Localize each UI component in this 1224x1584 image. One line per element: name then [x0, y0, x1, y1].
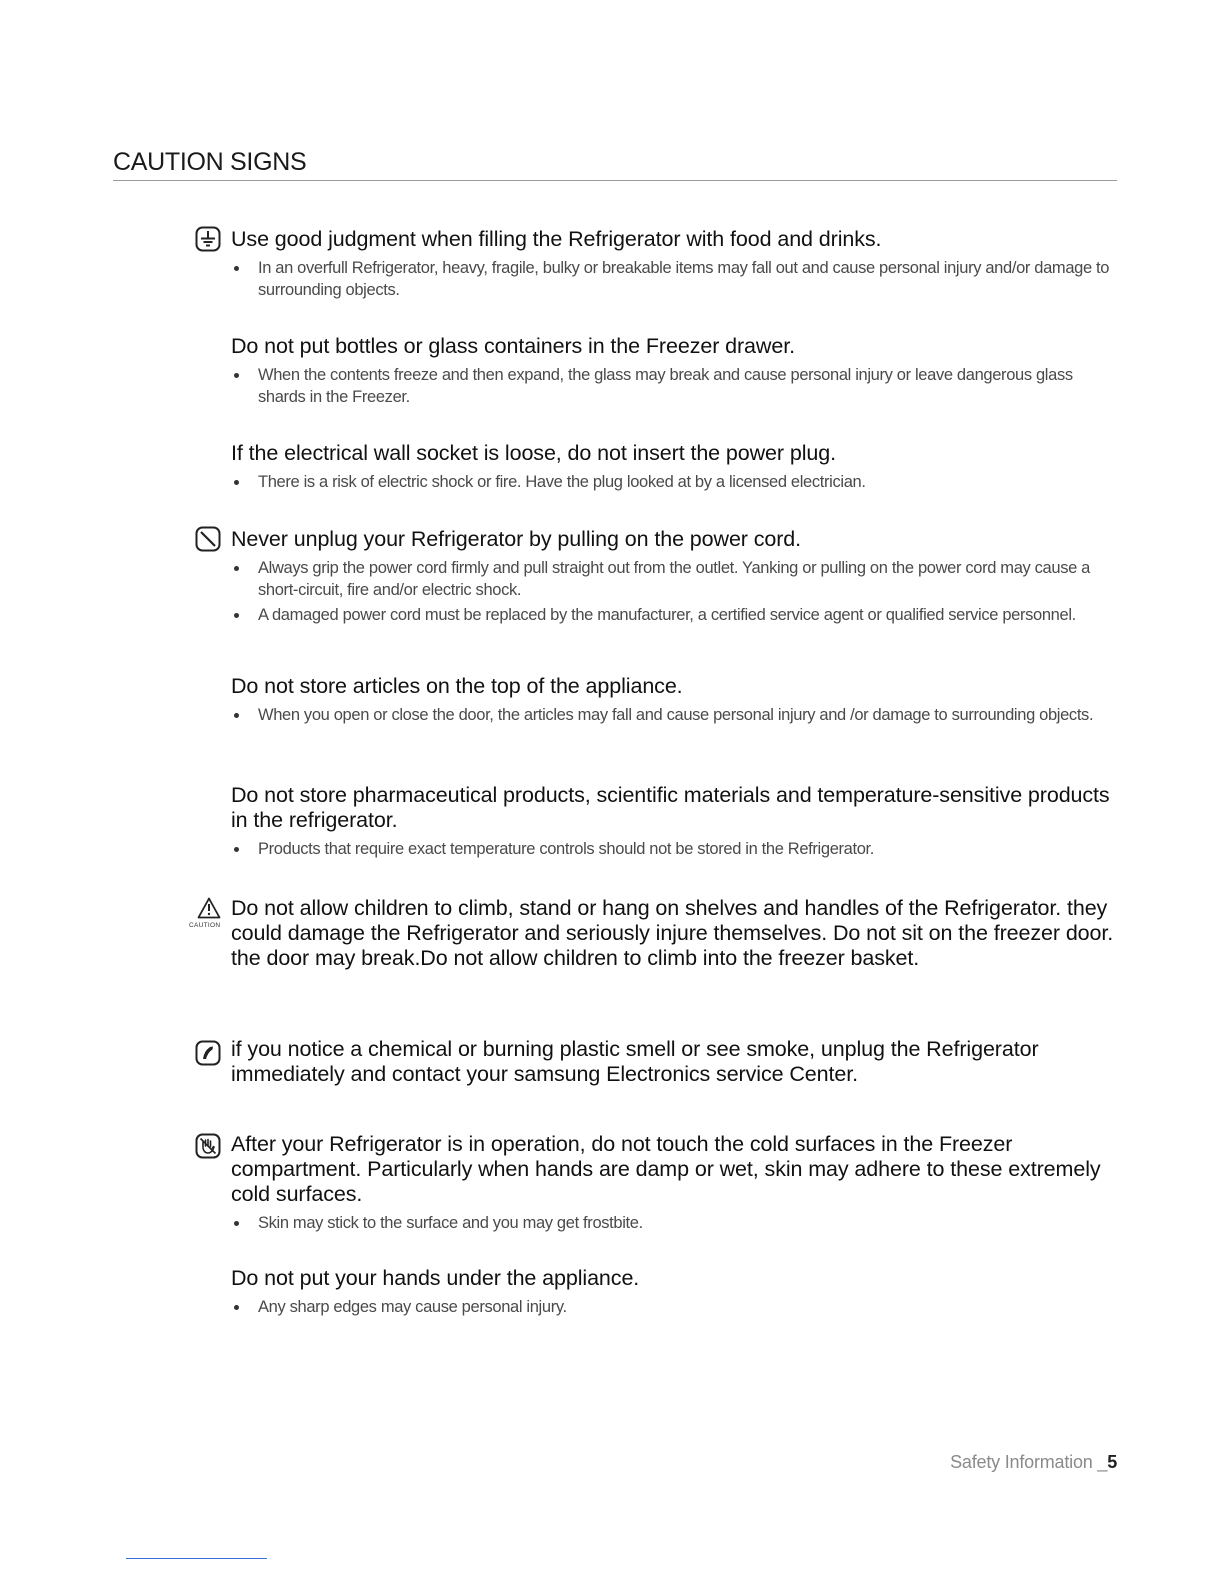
section-heading: if you notice a chemical or burning plastic smell or see smoke, unplug the Refrigerator immediately and contact your samsung Electronics service Center.	[231, 1037, 1039, 1086]
bullet-item: Products that require exact temperature controls should not be stored in the Refrigerator.	[231, 838, 1121, 860]
caution-section	[231, 227, 1121, 304]
section-heading: Do not put bottles or glass containers in the Freezer drawer.	[231, 334, 795, 358]
contact-service-icon	[195, 1040, 221, 1066]
bullet-item: In an overfull Refrigerator, heavy, fragile, bulky or breakable items may fall out and cause personal injury and/or damage to surrounding objects.	[231, 257, 1121, 301]
bullet-item: When you open or close the door, the articles may fall and cause personal injury and /or damage to surrounding objects.	[231, 704, 1121, 726]
bullet-list	[231, 257, 1121, 301]
caution-section	[231, 334, 1121, 411]
caution-section	[231, 783, 1121, 863]
caution-section	[231, 1266, 1121, 1321]
section-heading: Do not put your hands under the appliance.	[231, 1266, 640, 1290]
section-heading: Do not allow children to climb, stand or hang on shelves and handles of the Refrigerator. they could damage the Refrigerator and seriously injure themselves. Do not sit on the freezer door. the door may break.Do not allow children to climb into the freezer basket.	[231, 896, 1114, 970]
footer-section-label: Safety Information _	[950, 1452, 1108, 1472]
page-number: 5	[1107, 1452, 1117, 1472]
bullet-list	[231, 1296, 1121, 1318]
section-heading: Do not store articles on the top of the appliance.	[231, 674, 683, 698]
ground-plug-icon	[195, 226, 221, 252]
caution-section	[231, 896, 1121, 971]
bullet-list	[231, 471, 1121, 493]
link-underline	[126, 1558, 267, 1559]
bullet-list	[231, 1212, 1121, 1234]
no-touch-hand-icon	[195, 1133, 221, 1159]
bullet-list	[231, 557, 1121, 626]
caution-label: CAUTION	[189, 922, 221, 929]
page-title: CAUTION SIGNS	[113, 148, 307, 176]
caution-section	[231, 674, 1121, 729]
bullet-item: Always grip the power cord firmly and pull straight out from the outlet. Yanking or pulling on the power cord may cause a short-circuit, fire and/or electric shock.	[231, 557, 1121, 601]
section-heading: If the electrical wall socket is loose, do not insert the power plug.	[231, 441, 836, 465]
page-footer	[950, 1452, 1117, 1473]
bullet-item: When the contents freeze and then expand, the glass may break and cause personal injury or leave dangerous glass shards in the Freezer.	[231, 364, 1121, 408]
section-heading: Do not store pharmaceutical products, scientific materials and temperature-sensitive products in the refrigerator.	[231, 783, 1110, 832]
bullet-item: Skin may stick to the surface and you may get frostbite.	[231, 1212, 1121, 1234]
caution-triangle-icon	[197, 897, 221, 921]
bullet-item: There is a risk of electric shock or fire. Have the plug looked at by a licensed electrician.	[231, 471, 1121, 493]
section-heading: Never unplug your Refrigerator by pulling on the power cord.	[231, 527, 802, 551]
bullet-list	[231, 704, 1121, 726]
caution-section	[231, 441, 1121, 496]
bullet-list	[231, 838, 1121, 860]
caution-section	[231, 1132, 1121, 1237]
title-divider	[113, 180, 1117, 181]
bullet-item: A damaged power cord must be replaced by the manufacturer, a certified service agent or qualified service personnel.	[231, 604, 1121, 626]
section-heading: Use good judgment when filling the Refrigerator with food and drinks.	[231, 227, 882, 251]
caution-section	[231, 1037, 1121, 1087]
caution-section	[231, 527, 1121, 629]
bullet-list	[231, 364, 1121, 408]
section-heading: After your Refrigerator is in operation, do not touch the cold surfaces in the Freezer compartment. Particularly when hands are damp or wet, skin may adhere to these extremely cold surfaces.	[231, 1132, 1101, 1206]
prohibited-icon	[195, 526, 221, 552]
bullet-item: Any sharp edges may cause personal injury.	[231, 1296, 1121, 1318]
